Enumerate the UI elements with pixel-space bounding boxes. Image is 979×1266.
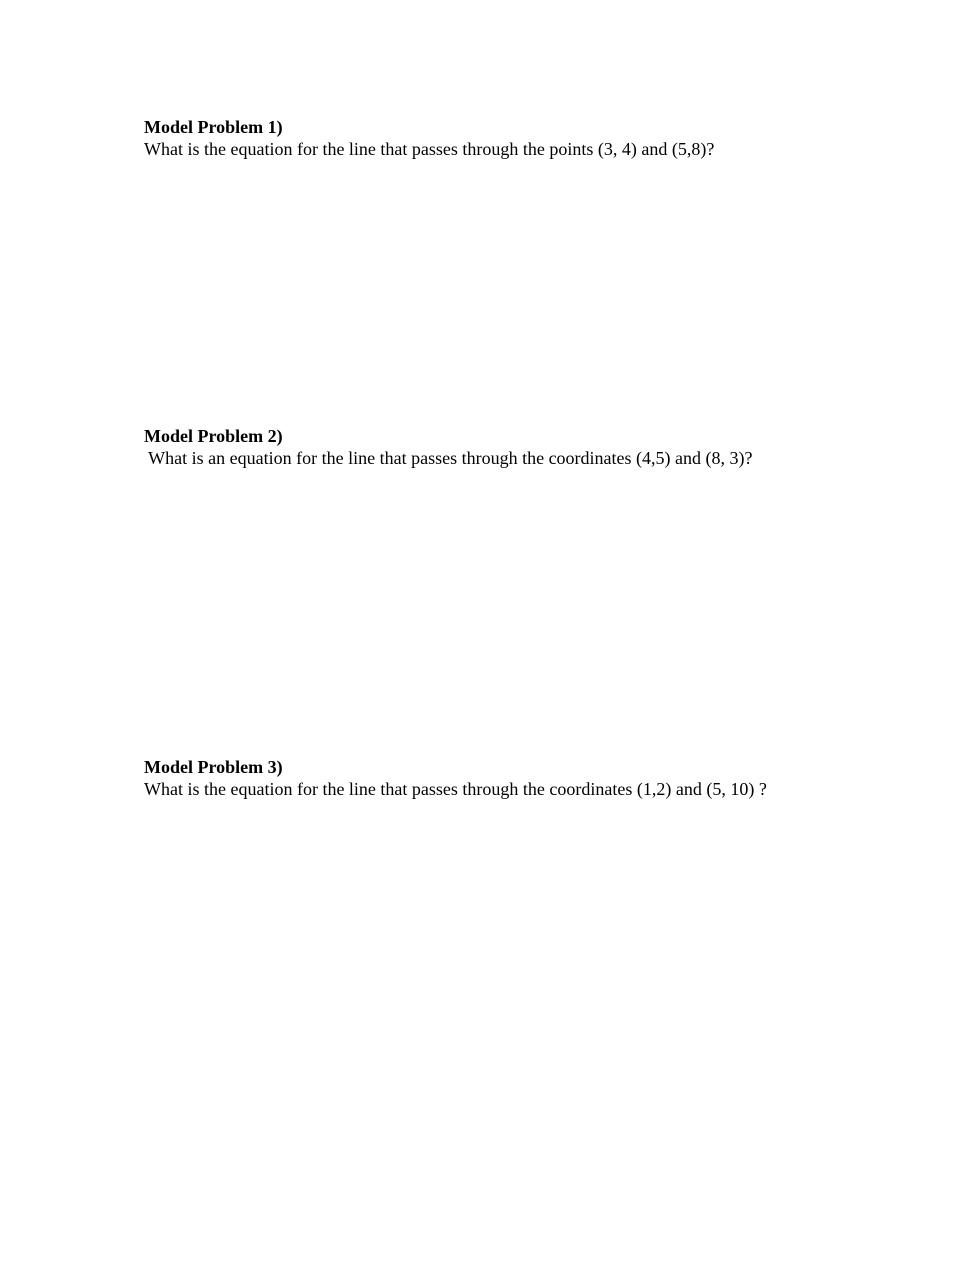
problem-question: What is an equation for the line that passes through the coordinates (4,5) and (8, 3)? (144, 448, 753, 468)
problem-question: What is the equation for the line that passes through the coordinates (1,2) and (5, 10) ? (144, 779, 767, 799)
model-problem-2 (144, 425, 944, 469)
problem-title: Model Problem 2) (144, 426, 283, 446)
problem-question: What is the equation for the line that passes through the points (3, 4) and (5,8)? (144, 139, 715, 159)
model-problem-1 (144, 116, 944, 160)
model-problem-3 (144, 756, 944, 800)
problem-title: Model Problem 1) (144, 117, 283, 137)
problem-title: Model Problem 3) (144, 757, 283, 777)
